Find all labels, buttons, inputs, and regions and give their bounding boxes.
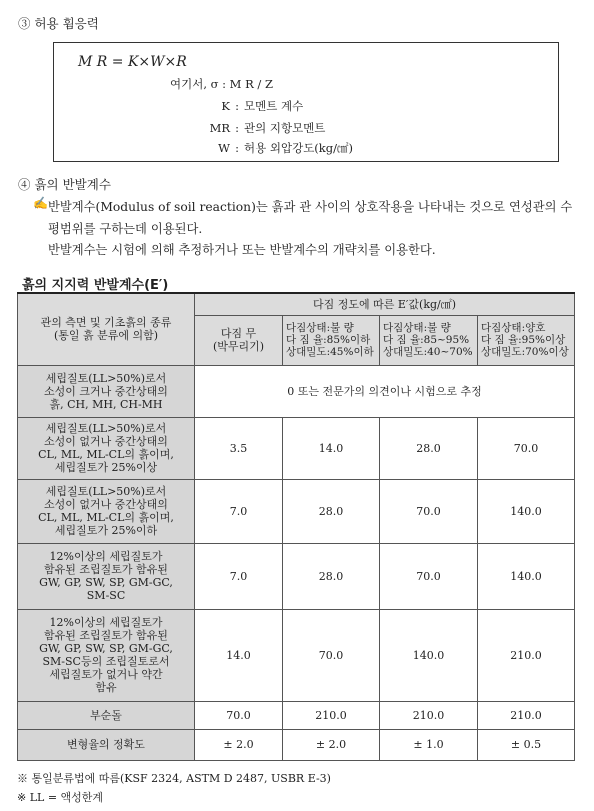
row-label: 변형율의 정확도 [18, 729, 195, 760]
definition-row: MR : 관의 지항모멘트 [190, 120, 325, 136]
column-header: 다짐상태:양호 다 짐 율:95%이상 상대밀도:70%이상 [478, 315, 575, 365]
table-cell: 210.0 [478, 701, 575, 729]
table-title: 흙의 지지력 반발계수(E′) [22, 278, 169, 293]
section-3-heading: ③ 허용 휨응력 [18, 16, 99, 31]
definition-text: 허용 외압강도(kg/㎠) [244, 141, 353, 155]
table-cell: 7.0 [195, 543, 283, 609]
section-4-heading: ④ 흙의 반발계수 [18, 177, 111, 192]
definition-text: 모멘트 계수 [244, 99, 304, 113]
table-row [18, 729, 575, 760]
table-cell: 70.0 [380, 543, 478, 609]
table-cell: 14.0 [283, 417, 380, 479]
table-cell: 7.0 [195, 479, 283, 543]
column-header: 다짐상태:불 량 다 짐 율:85%이하 상대밀도:45%이하 [283, 315, 380, 365]
definition-row: W : 허용 외압강도(kg/㎠) [190, 140, 353, 156]
row-label: 부순돌 [18, 701, 195, 729]
table-cell: 70.0 [283, 609, 380, 701]
table-cell: 210.0 [283, 701, 380, 729]
table-cell: 28.0 [283, 479, 380, 543]
row-header: 관의 측면 및 기초흙의 종류 (통일 흙 분류에 의함) [18, 293, 195, 365]
soil-reaction-table [17, 292, 575, 761]
formula-main: M R = K×W×R [78, 54, 187, 70]
table-row [18, 417, 575, 479]
merged-cell: 0 또는 전문가의 의견이나 시험으로 추정 [195, 365, 575, 417]
table-cell: 70.0 [195, 701, 283, 729]
footnote: ※ 통일분류법에 따름(KSF 2324, ASTM D 2487, USBR E-3) [17, 772, 331, 785]
table-cell: 140.0 [478, 479, 575, 543]
row-label: 12%이상의 세립질토가 함유된 조립질토가 함유된 GW, GP, SW, SP, GM-GC, SM-SC [18, 543, 195, 609]
table-row [18, 701, 575, 729]
row-label: 세립질토(LL>50%)로서 소성이 없거나 중간상태의 CL, ML, ML-CL의 흙이며, 세립질토가 25%이하 [18, 479, 195, 543]
table-cell: 210.0 [380, 701, 478, 729]
table-cell: ± 0.5 [478, 729, 575, 760]
table-cell: ± 2.0 [283, 729, 380, 760]
paragraph-modulus: 반발계수(Modulus of soil reaction)는 흙과 관 사이의 상호작용을 나타내는 것으로 연성관의 수평범위를 구하는데 이용된다. [48, 200, 573, 236]
definition-text: 관의 지항모멘트 [244, 121, 326, 135]
table-cell: 140.0 [380, 609, 478, 701]
table-row [18, 365, 575, 417]
table-row [18, 543, 575, 609]
definition-symbol: W [218, 141, 230, 155]
column-header: 다짐상태:불 량 다 짐 율:85~95% 상대밀도:40~70% [380, 315, 478, 365]
row-label: 세립질토(LL>50%)로서 소성이 없거나 중간상태의 CL, ML, ML-CL의 흙이며, 세립질토가 25%이상 [18, 417, 195, 479]
table-cell: ± 2.0 [195, 729, 283, 760]
table-cell: 14.0 [195, 609, 283, 701]
table-row [18, 479, 575, 543]
table-cell: ± 1.0 [380, 729, 478, 760]
table-cell: 140.0 [478, 543, 575, 609]
group-header: 다짐 정도에 따른 E′값(kg/㎠) [195, 293, 575, 315]
table-cell: 28.0 [380, 417, 478, 479]
paragraph-estimate: 반발계수는 시험에 의해 추정하거나 또는 반발계수의 개략치를 이용한다. [48, 243, 436, 257]
definition-symbol: MR [209, 121, 230, 135]
table-row [18, 609, 575, 701]
table-cell: 70.0 [380, 479, 478, 543]
footnote: ※ LL = 액성한계 [17, 791, 104, 804]
formula-where: 여기서, σ : M R / Z [170, 77, 273, 91]
column-header: 다짐 무 (박무리기) [195, 315, 283, 365]
table-cell: 210.0 [478, 609, 575, 701]
row-label: 세립질토(LL>50%)로서 소성이 크거나 중간상태의 흙, CH, MH, CH-MH [18, 365, 195, 417]
table-cell: 70.0 [478, 417, 575, 479]
table-cell: 3.5 [195, 417, 283, 479]
row-label: 12%이상의 세립질토가 함유된 조립질토가 함유된 GW, GP, SW, SP, GM-GC, SM-SC등의 조립질토로서 세립질토가 없거나 약간 함유 [18, 609, 195, 701]
pencil-icon: ✍ [33, 196, 48, 210]
definition-row: K : 모멘트 계수 [190, 98, 303, 114]
table-cell: 28.0 [283, 543, 380, 609]
definition-symbol: K [221, 99, 230, 113]
